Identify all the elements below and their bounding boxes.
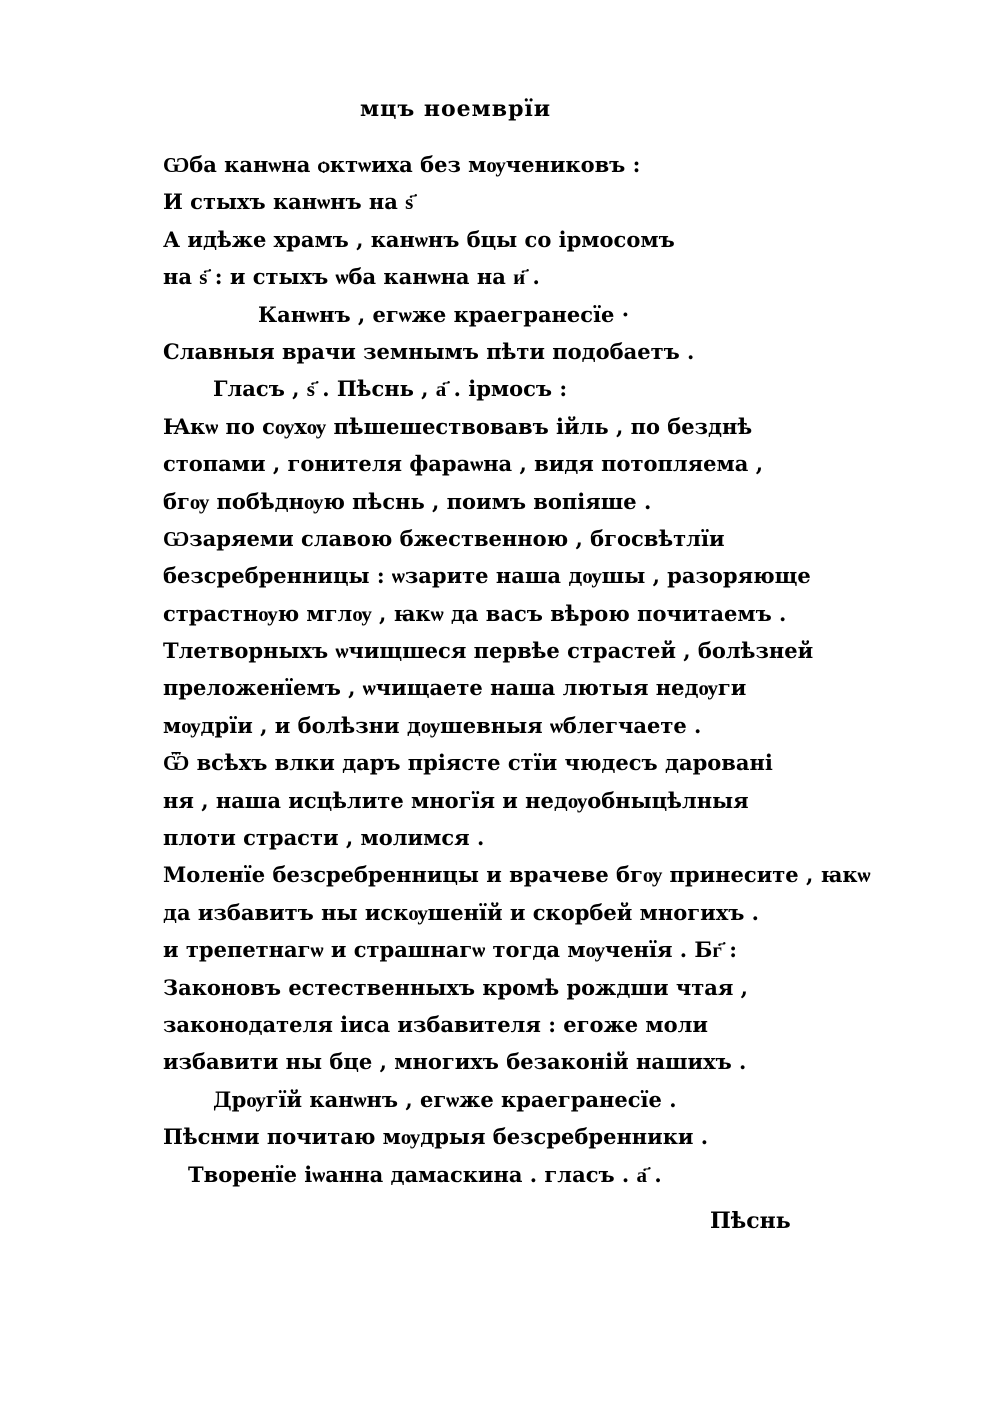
text-line: Законовъ естественныхъ кромѣ рождши чтая , — [163, 974, 748, 1000]
text-line: плоти страсти , молимся . — [163, 825, 485, 851]
text-line: ня , наша исцѣлите многїя и недѹобныцѣлныя — [163, 787, 749, 813]
text-line: Ꙗкѡ по сѹхѹ пѣшешествовавъ ійль , по безднѣ — [163, 413, 753, 439]
text-line: да избавитъ ны искѹшенїй и скорбей многихъ . — [163, 899, 759, 925]
text-line: Славныя врачи земнымъ пѣти подобаетъ . — [163, 338, 695, 364]
text-line: Ѿ всѣхъ влки даръ пріясте стїи чюдесъ даровані — [163, 750, 773, 776]
tone-heading: Гласъ , ѕ҃ . Пѣснь , а҃ . ірмосъ : — [213, 376, 568, 402]
text-line: Моленїе безсребренницы и врачеве бгѹ принесите , ꙗкѡ — [163, 862, 871, 888]
section-heading: Дрѹгїй канѡнъ , егѡже краегранесїе . — [213, 1086, 677, 1112]
text-line: мѹдрїи , и болѣзни дѹшевныя ѡблегчаете . — [163, 712, 702, 738]
text-line: безсребренницы : ѡзарите наша дѹшы , разоряюще — [163, 563, 811, 589]
section-heading: Канѡнъ , егѡже краегранесїе · — [258, 301, 630, 327]
text-line: Ѡба канѡна ѻктѡиха без мѹчениковъ : — [163, 152, 641, 177]
text-block — [163, 146, 871, 1193]
text-line: на ѕ҃ : и стыхъ ѡба канѡна на и҃ . — [163, 264, 540, 290]
text-line: страстнѹю мглѹ , ꙗкѡ да васъ вѣрою почитаемъ . — [163, 600, 787, 626]
text-line: Пѣснми почитаю мѹдрыя безсребренники . — [163, 1124, 709, 1150]
text-line: А идѣже храмъ , канѡнъ бцы со ірмосомъ — [163, 226, 675, 252]
text-line: и трепетнагѡ и страшнагѡ тогда мѹченїя . Бг҃ : — [163, 937, 737, 963]
page-header: мцъ ноемврїи — [360, 96, 552, 122]
attribution-line: Творенїе іѡанна дамаскина . гласъ . а҃ . — [188, 1161, 662, 1187]
text-line: избавити ны бце , многихъ безаконій нашихъ . — [163, 1049, 747, 1075]
text-line: Ѡзаряеми славою бжественною , бгосвѣтлїи — [163, 525, 725, 551]
text-line: законодателя іиса избавителя : егоже моли — [163, 1011, 708, 1037]
text-line: стопами , гонителя фараѡна , видя потопляема , — [163, 451, 764, 477]
catchword: Пѣснь — [710, 1208, 791, 1234]
text-line: бгѹ побѣднѹю пѣснь , поимъ вопіяше . — [163, 488, 652, 514]
text-line: преложенїемъ , ѡчищаете наша лютыя недѹги — [163, 675, 747, 701]
text-line: Тлетворныхъ ѡчищшеся первѣе страстей , болѣзней — [163, 638, 814, 664]
text-line: И стыхъ канѡнъ на ѕ҃ — [163, 189, 414, 215]
